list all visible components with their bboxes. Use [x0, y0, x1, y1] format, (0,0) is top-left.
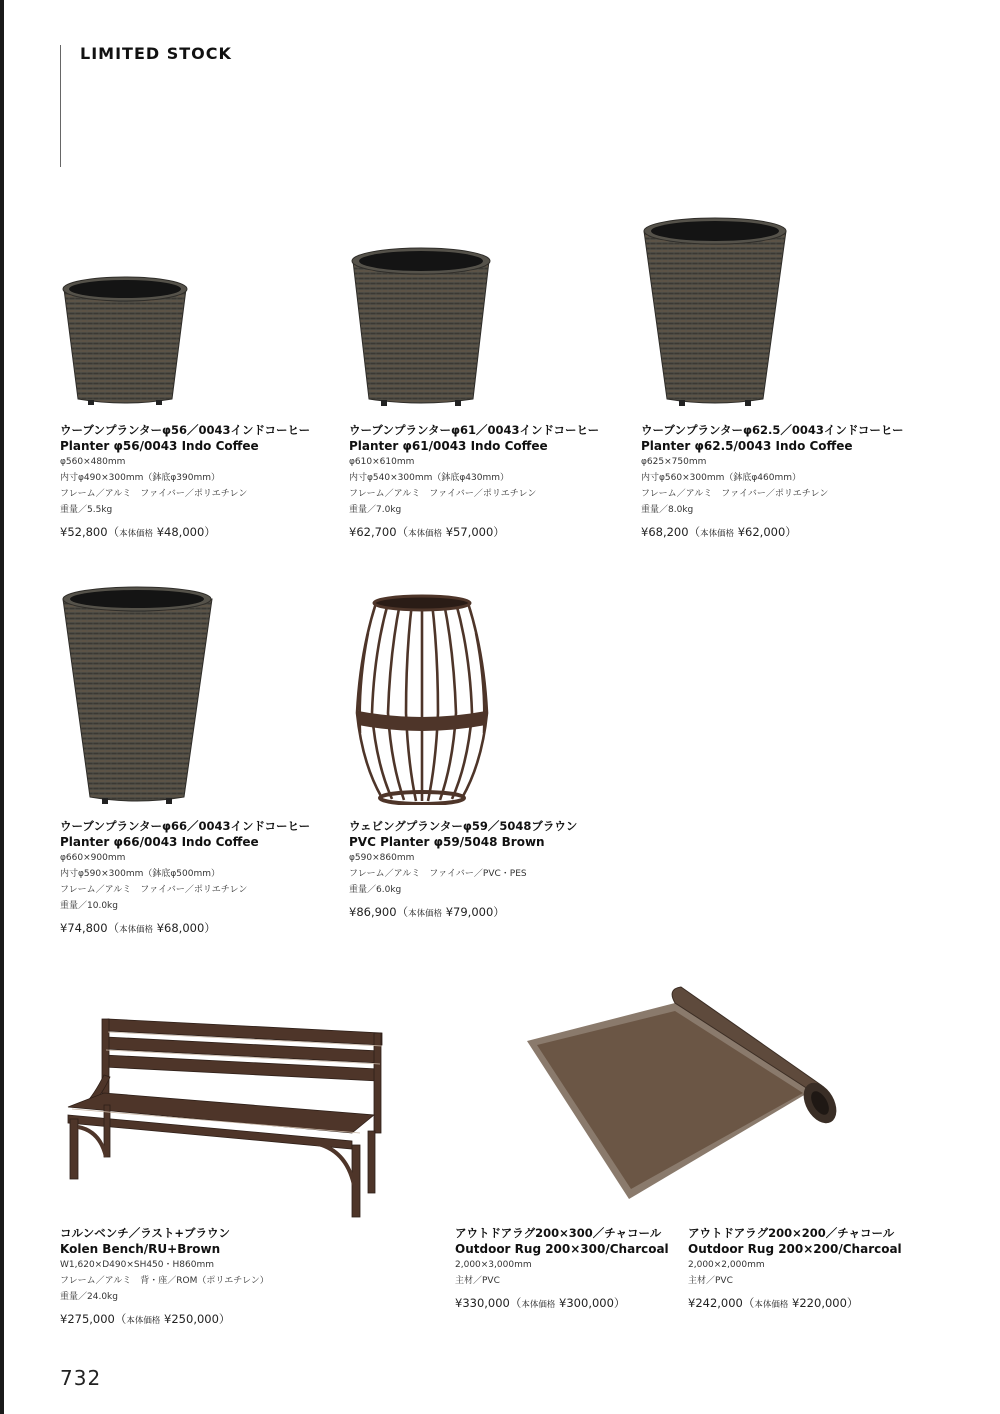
price-base: ¥300,000 [559, 1296, 614, 1310]
product-en-name: PVC Planter φ59/5048 Brown [349, 835, 545, 849]
product-jp-name: アウトドアラグ200×200／チャコール [688, 1226, 895, 1240]
product-text [349, 818, 649, 920]
product-price: ¥275,000（本体価格 ¥250,000） [60, 1312, 231, 1326]
price-value: ¥62,700 [349, 525, 397, 539]
product-spec: 内寸φ560×300mm（鉢底φ460mm） [641, 473, 802, 483]
product-spec: φ660×900mm [60, 853, 126, 863]
product-spec: 内寸φ540×300mm（鉢底φ430mm） [349, 473, 510, 483]
product-spec: 2,000×2,000mm [688, 1260, 765, 1270]
price-note-label: 本体価格 [408, 529, 443, 539]
product-spec: 重量／8.0kg [641, 505, 694, 515]
price-base: ¥68,000 [156, 921, 205, 935]
woven-planter-image [641, 215, 789, 410]
product-en-name: Planter φ66/0043 Indo Coffee [60, 835, 259, 849]
product-spec: 重量／6.0kg [349, 885, 402, 895]
webbing-planter-image [354, 593, 490, 805]
product-spec: 主材／PVC [688, 1276, 733, 1286]
product-spec: 2,000×3,000mm [455, 1260, 532, 1270]
product-spec: フレーム／アルミ ファイバー／ポリエチレン [641, 489, 829, 499]
price-note-label: 本体価格 [119, 529, 154, 539]
product-jp-name: ウーブンプランターφ66／0043インドコーヒー [60, 819, 311, 833]
price-value: ¥68,200 [641, 525, 689, 539]
product-en-name: Planter φ56/0043 Indo Coffee [60, 439, 259, 453]
header-divider [60, 45, 61, 167]
page-number: 732 [60, 1366, 102, 1390]
product-spec: フレーム／アルミ ファイバー／PVC・PES [349, 869, 527, 879]
product-price: ¥86,900（本体価格 ¥79,000） [349, 905, 505, 919]
product-spec: φ560×480mm [60, 457, 126, 467]
price-value: ¥275,000 [60, 1312, 115, 1326]
product-en-name: Planter φ61/0043 Indo Coffee [349, 439, 548, 453]
price-base: ¥250,000 [164, 1312, 219, 1326]
product-jp-name: アウトドアラグ200×300／チャコール [455, 1226, 662, 1240]
product-text [60, 422, 360, 540]
price-base: ¥57,000 [445, 525, 494, 539]
product-text [349, 422, 649, 540]
price-base: ¥62,000 [737, 525, 786, 539]
section-title: LIMITED STOCK [80, 44, 232, 63]
product-en-name: Outdoor Rug 200×200/Charcoal [688, 1242, 902, 1256]
product-jp-name: コルンベンチ／ラスト+ブラウン [60, 1226, 231, 1240]
product-jp-name: ウーブンプランターφ62.5／0043インドコーヒー [641, 423, 904, 437]
product-spec: φ610×610mm [349, 457, 415, 467]
price-note-label: 本体価格 [126, 1316, 161, 1326]
price-value: ¥242,000 [688, 1296, 743, 1310]
price-base: ¥48,000 [156, 525, 205, 539]
product-price: ¥62,700（本体価格 ¥57,000） [349, 525, 505, 539]
rug-roll-image [525, 985, 840, 1205]
product-price: ¥68,200（本体価格 ¥62,000） [641, 525, 797, 539]
bench-image [64, 1015, 384, 1220]
product-spec: 重量／24.0kg [60, 1292, 118, 1302]
price-note-label: 本体価格 [754, 1300, 789, 1310]
price-value: ¥52,800 [60, 525, 108, 539]
price-base: ¥79,000 [445, 905, 494, 919]
price-value: ¥74,800 [60, 921, 108, 935]
product-text [60, 818, 360, 936]
woven-planter-image [60, 275, 190, 410]
product-text [688, 1225, 968, 1311]
product-price: ¥52,800（本体価格 ¥48,000） [60, 525, 216, 539]
woven-planter-image [60, 585, 215, 807]
product-en-name: Kolen Bench/RU+Brown [60, 1242, 221, 1256]
product-spec: 主材／PVC [455, 1276, 500, 1286]
woven-planter-image [349, 245, 493, 410]
price-value: ¥86,900 [349, 905, 397, 919]
product-spec: 内寸φ490×300mm（鉢底φ390mm） [60, 473, 221, 483]
product-jp-name: ウェビングプランターφ59／5048ブラウン [349, 819, 578, 833]
price-note-label: 本体価格 [119, 925, 154, 935]
product-spec: フレーム／アルミ ファイバー／ポリエチレン [60, 489, 248, 499]
product-spec: 重量／5.5kg [60, 505, 113, 515]
product-jp-name: ウーブンプランターφ56／0043インドコーヒー [60, 423, 311, 437]
product-text [641, 422, 941, 540]
page-left-edge [0, 0, 4, 1414]
price-note-label: 本体価格 [521, 1300, 556, 1310]
product-spec: 重量／10.0kg [60, 901, 118, 911]
product-spec: W1,620×D490×SH450・H860mm [60, 1260, 214, 1270]
product-spec: 重量／7.0kg [349, 505, 402, 515]
product-spec: φ625×750mm [641, 457, 707, 467]
product-price: ¥242,000（本体価格 ¥220,000） [688, 1296, 859, 1310]
product-spec: 内寸φ590×300mm（鉢底φ500mm） [60, 869, 221, 879]
product-spec: フレーム／アルミ ファイバー／ポリエチレン [349, 489, 537, 499]
product-jp-name: ウーブンプランターφ61／0043インドコーヒー [349, 423, 600, 437]
product-text [60, 1225, 360, 1327]
price-base: ¥220,000 [792, 1296, 847, 1310]
product-spec: フレーム／アルミ ファイバー／ポリエチレン [60, 885, 248, 895]
price-note-label: 本体価格 [700, 529, 735, 539]
product-spec: φ590×860mm [349, 853, 415, 863]
product-en-name: Outdoor Rug 200×300/Charcoal [455, 1242, 669, 1256]
product-price: ¥74,800（本体価格 ¥68,000） [60, 921, 216, 935]
price-note-label: 本体価格 [408, 909, 443, 919]
price-value: ¥330,000 [455, 1296, 510, 1310]
product-price: ¥330,000（本体価格 ¥300,000） [455, 1296, 626, 1310]
product-en-name: Planter φ62.5/0043 Indo Coffee [641, 439, 853, 453]
product-spec: フレーム／アルミ 背・座／ROM（ポリエチレン） [60, 1276, 269, 1286]
